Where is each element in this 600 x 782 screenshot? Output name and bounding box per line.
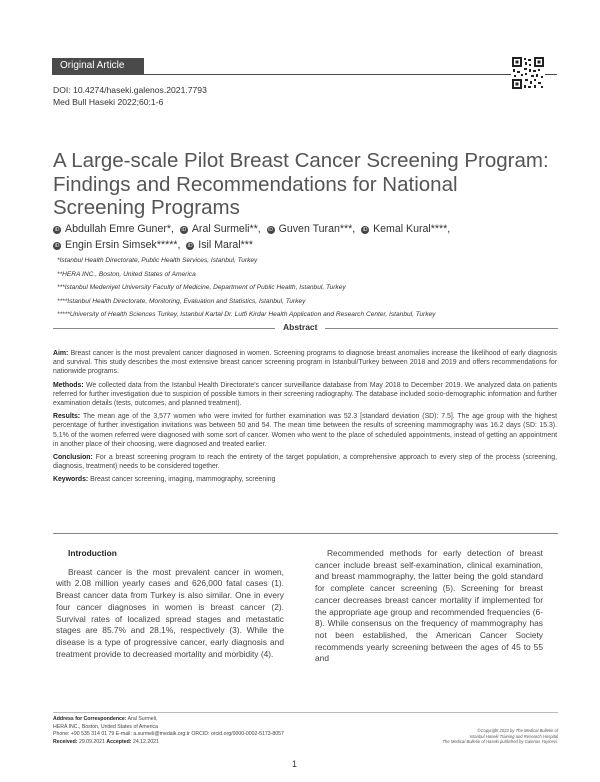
- article-type-badge: Original Article: [52, 58, 144, 74]
- author-5: iD Engin Ersin Simsek*****,: [54, 238, 181, 251]
- abstract-conclusion: Conclusion: For a breast screening program to reach the entirety of the target population, a comprehensive approach to every step of the process (screening, diagnosis, treatment) needs to be considered together.: [53, 454, 558, 471]
- orcid-icon[interactable]: iD: [54, 242, 60, 249]
- author-line-1: [53, 222, 553, 238]
- affiliation: *****University of Health Sciences Turkey, Istanbul Kartal Dr. Lutfi Kirdar Health Application and Research Center, Istanbul, Turkey: [57, 311, 436, 318]
- body-column-left: [56, 548, 284, 660]
- orcid-icon[interactable]: iD: [54, 227, 60, 233]
- affiliation: *Istanbul Health Directorate, Public Health Services, Istanbul, Turkey: [57, 257, 258, 264]
- abstract-results: Results: The mean age of the 3,577 women who were invited for further examination was 52.3 [standard deviation (SD): 7.5]. The age group with the highest percentage of further investigation invitations was between 50 and 54. The mean time between the results of screening mammography was 16.2 days (SD: 15.3). 5.1% of the women referred were diagnosed with some sort of cancer. Women who went to the place of scheduled appointments, instead of getting an appointment in another place of their choosing, were diagnosed and treated earlier.: [53, 413, 557, 448]
- affiliation: **HERA INC., Boston, United States of America: [57, 270, 196, 278]
- orcid-icon[interactable]: iD: [362, 227, 368, 233]
- page-number: 1: [292, 759, 298, 769]
- paragraph: Breast cancer is the most prevalent cancer in women, with 2.08 million yearly cases and 626,000 fatal cases (1). Breast cancer data from Turkey is also similar. One in every four cancer diagnoses in women is breast cancer (2). Survival rates of localized spread stages and metastatic stages are 85.7% and 28.1%, respectively (3). While the disease is a type of progressive cancer, early diagnosis and treatment provide to decreased mortality and morbidity (4).: [56, 566, 284, 659]
- paragraph: Recommended methods for early detection of breast cancer include breast self-examination, clinical examination, and breast mammography, the latter being the gold standard for complete cancer screening (5). Screening for breast cancer decreases breast cancer mortality if implemented for the appropriate age group and recommended frequencies (6-8). While consensus on the frequency of mammography has not been established, the American Cancer Society recommends yearly screening between the ages of 45 to 55 and: [315, 548, 543, 664]
- abstract-methods: Methods: We collected data from the Istanbul Health Directorate's cancer surveillance database from May 2018 to December 2019. We analyzed data on patients referred for further investigation due to suspicion of possible tumors in their screening radiography. The database included socio-demographic information and further examination details (tests, outcomes, and planned treatment).: [53, 381, 557, 408]
- qr-code-icon: [511, 56, 545, 90]
- author-1: iD Abdullah Emre Guner*,: [54, 223, 174, 235]
- abstract-body: [53, 349, 557, 489]
- abstract-end-rule: [53, 533, 558, 534]
- author-2: iD Aral Surmeli**,: [181, 223, 261, 235]
- doi-block: [53, 84, 207, 108]
- author-line-2: [53, 238, 553, 254]
- section-heading-introduction: Introduction: [68, 548, 117, 558]
- author-4: iD Kemal Kural****,: [362, 223, 451, 235]
- affiliation: ***Istanbul Medeniyet University Faculty of Medicine, Department of Public Health, Istanbul, Turkey: [57, 284, 346, 291]
- body-column-right: [315, 548, 543, 665]
- abstract-keywords: Keywords: Breast cancer screening, imaging, mammography, screening: [53, 476, 276, 484]
- abstract-aim: Aim: Breast cancer is the most prevalent cancer diagnosed in women. Screening programs to diagnose breast anomalies increase the likelihood of early diagnosis and survival. This study describes the most extensive breast cancer screening program in Istanbul/Turkey between 2018 and 2019 and offers recommendations for nationwide programs.: [53, 350, 557, 376]
- citation: Med Bull Haseki 2022;60:1-6: [53, 97, 164, 107]
- article-title: A Large-scale Pilot Breast Cancer Screening Program: Findings and Recommendations for National Screening Programs: [53, 149, 549, 219]
- correspondence-block: Address for Correspondence: Aral Surmeli, HERA INC., Boston, United States of America Phone: +90 535 314 01 79 E-mail: a.surmeli@medaik.org.tr ORCID: orcid.org/0000-0002-5173-8057 Received: 29.09.2021 Accepted: 24.12.2021: [53, 716, 284, 745]
- footer-rule: [53, 712, 558, 713]
- abstract-heading: Abstract: [275, 322, 325, 332]
- orcid-icon[interactable]: iD: [187, 242, 193, 249]
- copyright-block: ©Copyright 2022 by The Medical Bulletin of Istanbul Haseki Training and Research Hospital The Medical Bulletin of Haseki published by Galenos Yayinevi.: [442, 728, 558, 745]
- author-3: iD Guven Turan***,: [268, 223, 356, 235]
- affiliation: ****Istanbul Health Directorate, Monitoring, Evaluation and Statistics, Istanbul, Turkey: [57, 297, 306, 305]
- author-list: [53, 222, 553, 253]
- doi[interactable]: DOI: 10.4274/haseki.galenos.2021.7793: [53, 85, 207, 95]
- author-6: iD Isil Maral***: [187, 238, 254, 251]
- affiliations: [57, 254, 435, 322]
- orcid-icon[interactable]: iD: [268, 227, 273, 233]
- contact-info[interactable]: Phone: +90 535 314 01 79 E-mail: a.surmeli@medaik.org.tr ORCID: orcid.org/0000-0002-5173-8057: [53, 731, 284, 738]
- header-rule: [52, 74, 557, 75]
- orcid-icon[interactable]: iD: [181, 227, 187, 233]
